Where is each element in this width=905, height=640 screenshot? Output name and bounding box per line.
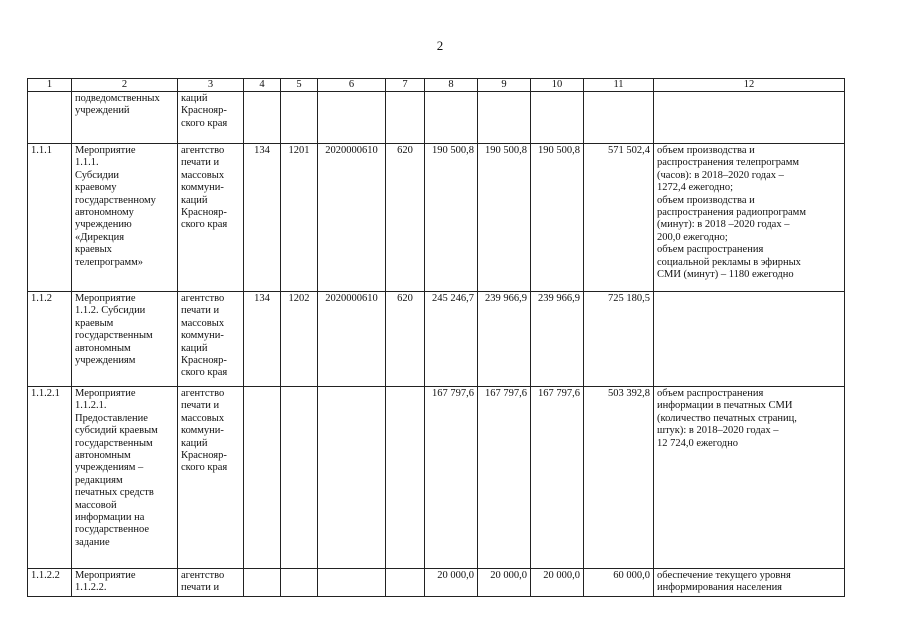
header-cell: 3 <box>178 79 244 92</box>
row-number: 1.1.2 <box>28 292 72 387</box>
amount-2019: 190 500,8 <box>478 144 531 292</box>
code-grbs: 134 <box>244 292 281 387</box>
amount-2018 <box>425 92 478 144</box>
code-target <box>318 387 386 569</box>
table-row <box>28 144 845 292</box>
responsible-agency: каций Краснояр- ского края <box>178 92 244 144</box>
activity-name: подведомственных учреждений <box>72 92 178 144</box>
responsible-agency: агентство печати и массовых коммуни- каций Краснояр- ского края <box>178 144 244 292</box>
code-expense-type: 620 <box>386 144 425 292</box>
table-row <box>28 92 845 144</box>
activity-name: Мероприятие 1.1.2. Субсидии краевым государственным автономным учреждениям <box>72 292 178 387</box>
amount-2019: 239 966,9 <box>478 292 531 387</box>
amount-2018: 167 797,6 <box>425 387 478 569</box>
amount-2020: 20 000,0 <box>531 569 584 597</box>
amount-total: 503 392,8 <box>584 387 654 569</box>
code-section: 1201 <box>281 144 318 292</box>
amount-total: 571 502,4 <box>584 144 654 292</box>
table-row <box>28 569 845 597</box>
code-section <box>281 92 318 144</box>
amount-2020 <box>531 92 584 144</box>
row-number: 1.1.2.1 <box>28 387 72 569</box>
page-number: 2 <box>436 38 444 53</box>
code-grbs <box>244 92 281 144</box>
responsible-agency: агентство печати и массовых коммуни- каций Краснояр- ского края <box>178 387 244 569</box>
amount-2018: 190 500,8 <box>425 144 478 292</box>
table-row <box>28 387 845 569</box>
amount-2019: 20 000,0 <box>478 569 531 597</box>
code-section <box>281 387 318 569</box>
code-expense-type <box>386 92 425 144</box>
header-cell: 2 <box>72 79 178 92</box>
code-target <box>318 92 386 144</box>
header-cell: 9 <box>478 79 531 92</box>
code-section: 1202 <box>281 292 318 387</box>
amount-total: 60 000,0 <box>584 569 654 597</box>
code-grbs: 134 <box>244 144 281 292</box>
code-expense-type <box>386 387 425 569</box>
expected-result <box>654 292 845 387</box>
program-table <box>27 78 845 597</box>
row-number: 1.1.2.2 <box>28 569 72 597</box>
amount-2019: 167 797,6 <box>478 387 531 569</box>
header-cell: 8 <box>425 79 478 92</box>
activity-name: Мероприятие 1.1.2.2. <box>72 569 178 597</box>
amount-2018: 20 000,0 <box>425 569 478 597</box>
responsible-agency: агентство печати и <box>178 569 244 597</box>
header-cell: 10 <box>531 79 584 92</box>
expected-result <box>654 92 845 144</box>
expected-result: объем производства и распространения телепрограмм (часов): в 2018–2020 годах – 1272,4 ежегодно; объем производства и распространения радиопрограмм (минут): в 2018 –2020 годах – 200,0 ежегодно; объем распространения социальной рекламы в эфирных СМИ (минут) – 1180 ежегодно <box>654 144 845 292</box>
amount-2020: 239 966,9 <box>531 292 584 387</box>
header-cell: 7 <box>386 79 425 92</box>
amount-2020: 190 500,8 <box>531 144 584 292</box>
code-target: 2020000610 <box>318 292 386 387</box>
amount-total <box>584 92 654 144</box>
expected-result: обеспечение текущего уровня информирования населения <box>654 569 845 597</box>
table-row <box>28 292 845 387</box>
header-row <box>28 79 845 92</box>
header-cell: 11 <box>584 79 654 92</box>
activity-name: Мероприятие 1.1.2.1. Предоставление субсидий краевым государственным автономным учреждениям – редакциям печатных средств массовой информации на государственное задание <box>72 387 178 569</box>
header-cell: 6 <box>318 79 386 92</box>
amount-total: 725 180,5 <box>584 292 654 387</box>
code-target: 2020000610 <box>318 144 386 292</box>
header-cell: 12 <box>654 79 845 92</box>
code-section <box>281 569 318 597</box>
row-number <box>28 92 72 144</box>
code-target <box>318 569 386 597</box>
code-grbs <box>244 387 281 569</box>
expected-result: объем распространения информации в печатных СМИ (количество печатных страниц, штук): в 2018–2020 годах – 12 724,0 ежегодно <box>654 387 845 569</box>
amount-2019 <box>478 92 531 144</box>
row-number: 1.1.1 <box>28 144 72 292</box>
code-expense-type <box>386 569 425 597</box>
code-grbs <box>244 569 281 597</box>
responsible-agency: агентство печати и массовых коммуни- каций Краснояр- ского края <box>178 292 244 387</box>
amount-2020: 167 797,6 <box>531 387 584 569</box>
header-cell: 4 <box>244 79 281 92</box>
activity-name: Мероприятие 1.1.1. Субсидии краевому государственному автономному учреждению «Дирекция краевых телепрограмм» <box>72 144 178 292</box>
code-expense-type: 620 <box>386 292 425 387</box>
header-cell: 5 <box>281 79 318 92</box>
amount-2018: 245 246,7 <box>425 292 478 387</box>
header-cell: 1 <box>28 79 72 92</box>
